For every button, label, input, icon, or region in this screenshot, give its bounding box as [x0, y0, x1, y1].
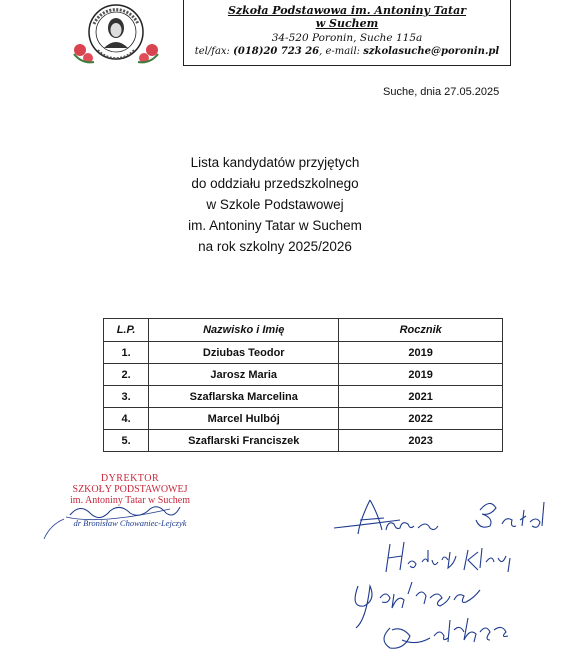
cell-name: Szaflarska Marcelina: [149, 386, 339, 408]
stamp-person-name: dr Bronisław Chowaniec-Lejczyk: [73, 518, 187, 528]
cell-lp: 4.: [104, 408, 149, 430]
cell-year: 2023: [339, 430, 503, 452]
document-title: [140, 152, 410, 257]
candidates-table: [103, 318, 503, 452]
school-name: Szkoła Podstawowa im. Antoniny Tatar: [227, 4, 467, 17]
phone-number: (018)20 723 26: [233, 46, 320, 57]
school-letterhead: [183, 0, 511, 66]
table-row: [104, 408, 503, 430]
school-emblem-portrait-icon: [60, 2, 172, 72]
handwritten-signatures-icon: [330, 490, 588, 665]
school-location: w Suchem: [315, 17, 379, 30]
school-emblem-logo: [60, 2, 172, 72]
cell-name: Marcel Hulbój: [149, 408, 339, 430]
column-header-lp: L.P.: [104, 319, 149, 342]
table-row: [104, 430, 503, 452]
cell-year: 2019: [339, 364, 503, 386]
cell-lp: 5.: [104, 430, 149, 452]
stamp-line-school: SZKOŁY PODSTAWOWEJ: [72, 484, 188, 495]
email-address: szkolasuche@poronin.pl: [363, 46, 500, 57]
date-line: Suche, dnia 27.05.2025: [383, 86, 500, 98]
column-header-year: Rocznik: [339, 319, 503, 342]
cell-name: Dziubas Teodor: [149, 342, 339, 364]
cell-year: 2019: [339, 342, 503, 364]
committee-signatures: [330, 490, 588, 665]
table-row: [104, 342, 503, 364]
cell-lp: 3.: [104, 386, 149, 408]
title-line: im. Antoniny Tatar w Suchem: [188, 218, 362, 233]
cell-name: Jarosz Maria: [149, 364, 339, 386]
column-header-name: Nazwisko i Imię: [149, 319, 339, 342]
title-line: na rok szkolny 2025/2026: [198, 239, 352, 254]
title-line: w Szkole Podstawowej: [206, 197, 344, 212]
school-contact: tel/fax: (018)20 723 26, e-mail: szkolasuche@poronin.pl: [194, 46, 500, 57]
table-row: [104, 364, 503, 386]
school-address: 34-520 Poronin, Suche 115a: [271, 32, 423, 44]
cell-lp: 2.: [104, 364, 149, 386]
stamp-line-patron: im. Antoniny Tatar w Suchem: [70, 495, 190, 506]
title-line: do oddziału przedszkolnego: [191, 176, 359, 191]
email-label: e-mail:: [325, 46, 361, 57]
title-line: Lista kandydatów przyjętych: [190, 155, 360, 170]
cell-year: 2022: [339, 408, 503, 430]
table-header-row: [104, 319, 503, 342]
stamp-line-director: DYREKTOR: [100, 473, 160, 484]
cell-year: 2021: [339, 386, 503, 408]
table-row: [104, 386, 503, 408]
cell-name: Szaflarski Franciszek: [149, 430, 339, 452]
director-stamp: [40, 473, 220, 529]
director-signature-icon: [40, 473, 220, 543]
contact-label: tel/fax:: [194, 46, 230, 57]
cell-lp: 1.: [104, 342, 149, 364]
